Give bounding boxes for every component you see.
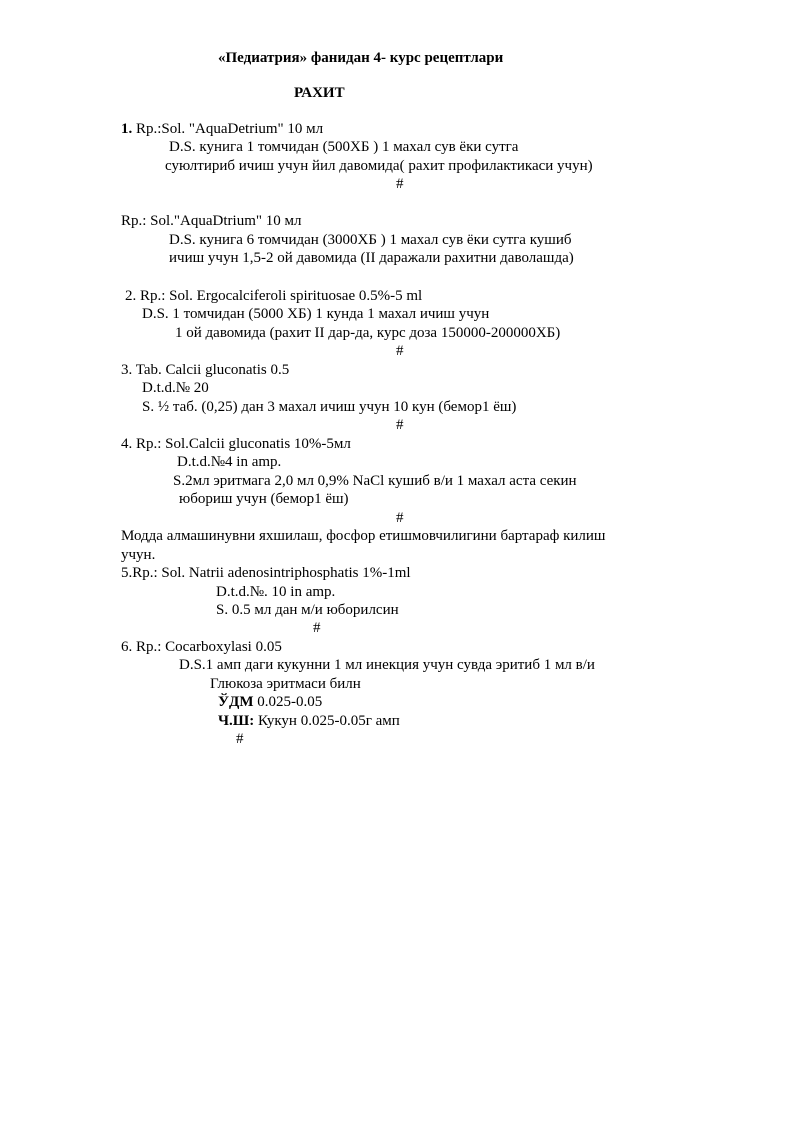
recipe-5-line-1: 5.Rp.: Sol. Natrii adenosintriphosphatis 1%-1ml bbox=[121, 565, 411, 581]
recipe-6-line-1: 6. Rp.: Cocarboxylasi 0.05 bbox=[121, 639, 282, 655]
recipe-2-line-1: 2. Rp.: Sol. Ergocalciferoli spirituosae 0.5%-5 ml bbox=[125, 288, 423, 304]
recipe-1-text: Rp.:Sol. "AquaDetrium" 10 мл bbox=[132, 121, 324, 137]
recipe-5-line-3: S. 0.5 мл дан м/и юборилсин bbox=[216, 602, 399, 618]
recipe-3-line-3: S. ½ таб. (0,25) дан 3 махал ичиш учун 10 кун (бемор1 ёш) bbox=[142, 399, 517, 415]
udm-label: ЎДМ bbox=[218, 694, 254, 710]
recipe-1-line-1 bbox=[121, 120, 323, 139]
chsh-label: Ч.Ш: bbox=[218, 713, 255, 729]
udm-value: 0.025-0.05 bbox=[253, 694, 323, 710]
document-title: «Педиатрия» фанидан 4- курс рецептлари bbox=[218, 50, 504, 66]
section-heading: РАХИТ bbox=[294, 85, 345, 101]
note-line-1: Модда алмашинувни яхшилаш, фосфор етишмовчилигини бартараф килиш bbox=[121, 528, 606, 544]
recipe-6-udm bbox=[218, 693, 322, 712]
separator: # bbox=[396, 176, 404, 192]
recipe-4-line-2: D.t.d.№4 in amp. bbox=[177, 454, 282, 470]
separator: # bbox=[236, 731, 244, 747]
note-line-2: учун. bbox=[121, 547, 156, 563]
recipe-6-chsh bbox=[218, 712, 400, 731]
separator: # bbox=[313, 620, 321, 636]
separator: # bbox=[396, 417, 404, 433]
recipe-1-line-2: D.S. кунига 1 томчидан (500ХБ ) 1 махал сув ёки сутга bbox=[169, 139, 519, 155]
recipe-6-line-3: Глюкоза эритмаси билн bbox=[210, 676, 361, 692]
recipe-4-line-1: 4. Rp.: Sol.Calcii gluconatis 10%-5мл bbox=[121, 436, 351, 452]
recipe-1b-line-2: D.S. кунига 6 томчидан (3000ХБ ) 1 махал сув ёки сутга кушиб bbox=[169, 232, 572, 248]
recipe-1-line-3: суюлтириб ичиш учун йил давомида( рахит профилактикаси учун) bbox=[165, 158, 593, 174]
recipe-1b-line-3: ичиш учун 1,5-2 ой давомида (II даражали рахитни даволашда) bbox=[169, 250, 574, 266]
chsh-value: Кукун 0.025-0.05г амп bbox=[254, 713, 400, 729]
recipe-6-line-2: D.S.1 амп даги кукунни 1 мл инекция учун сувда эритиб 1 мл в/и bbox=[179, 657, 595, 673]
recipe-2-line-3: 1 ой давомида (рахит II дар-да, курс доза 150000-200000ХБ) bbox=[175, 325, 561, 341]
recipe-1-number: 1. bbox=[121, 121, 133, 137]
separator: # bbox=[396, 343, 404, 359]
separator: # bbox=[396, 510, 404, 526]
recipe-3-line-2: D.t.d.№ 20 bbox=[142, 380, 209, 396]
recipe-5-line-2: D.t.d.№. 10 in amp. bbox=[216, 584, 336, 600]
recipe-4-line-3: S.2мл эритмага 2,0 мл 0,9% NaCl кушиб в/и 1 махал аста секин bbox=[173, 473, 577, 489]
recipe-4-line-4: юбориш учун (бемор1 ёш) bbox=[179, 491, 349, 507]
recipe-2-line-2: D.S. 1 томчидан (5000 ХБ) 1 кунда 1 махал ичиш учун bbox=[142, 306, 490, 322]
recipe-3-line-1: 3. Tab. Calcii gluconatis 0.5 bbox=[121, 362, 290, 378]
recipe-1b-line-1: Rp.: Sol."AquaDtrium" 10 мл bbox=[121, 213, 302, 229]
